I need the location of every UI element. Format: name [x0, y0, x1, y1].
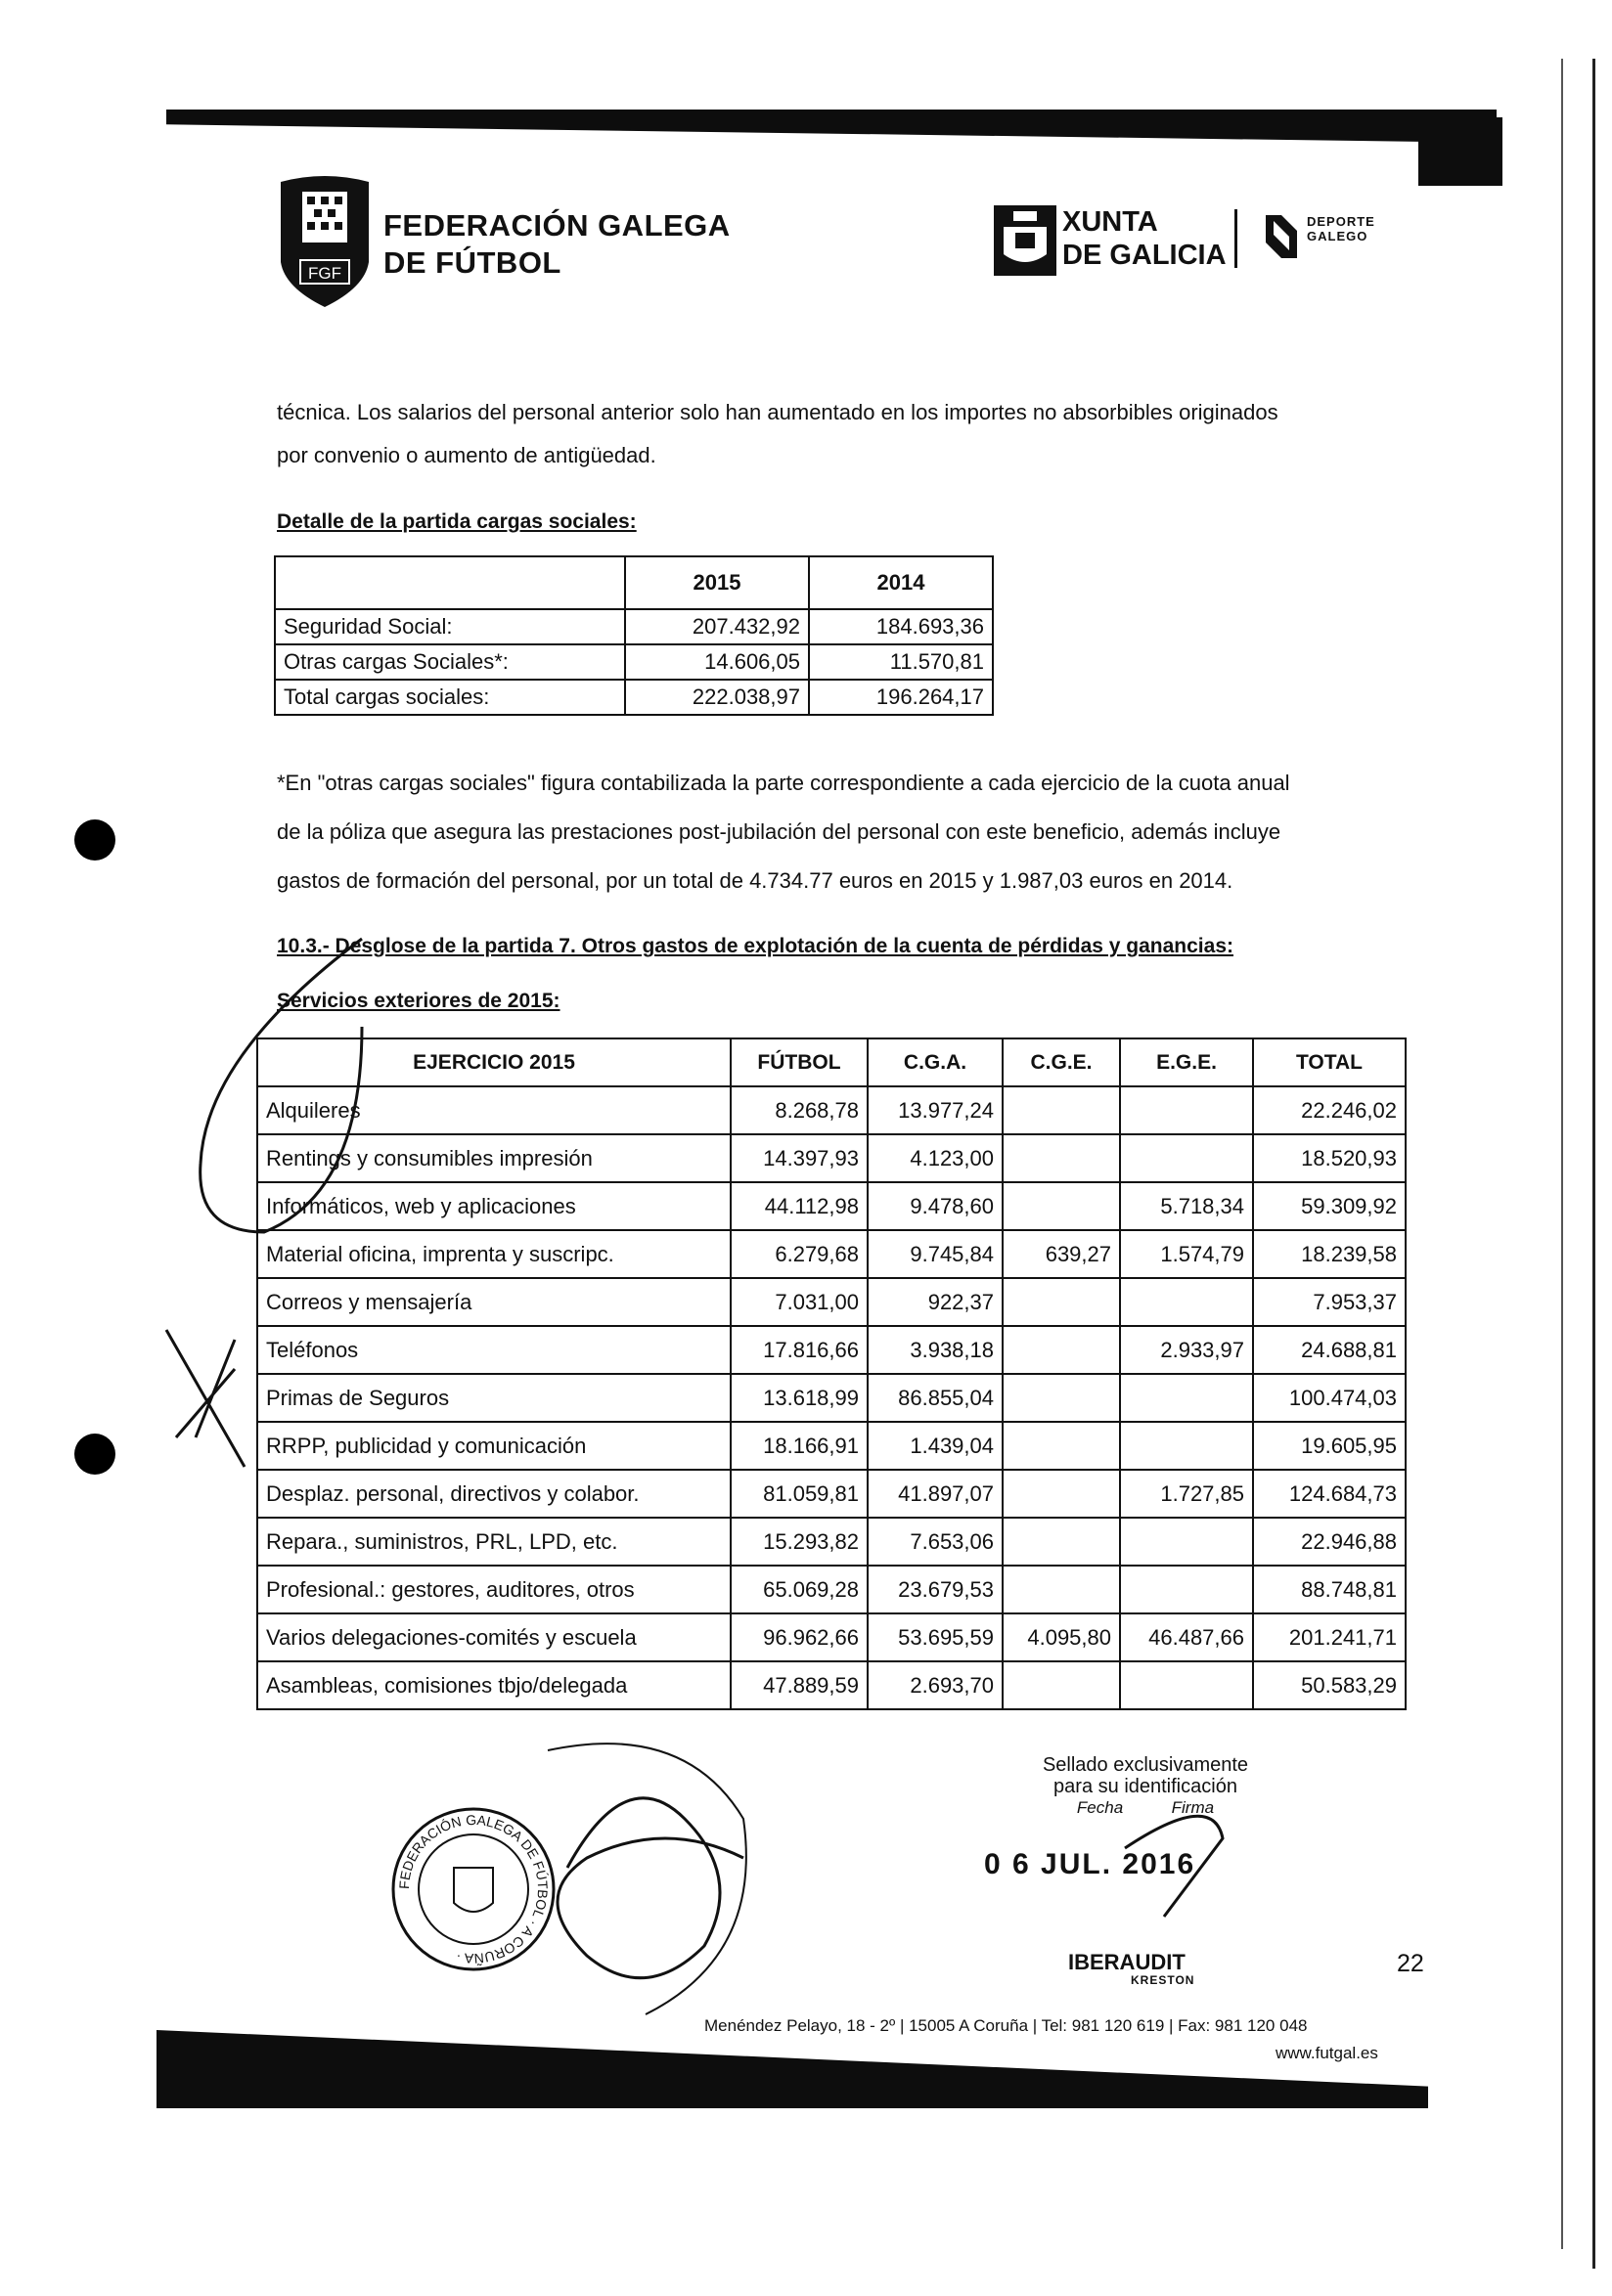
- row-label: Primas de Seguros: [257, 1374, 731, 1422]
- value-total: 18.239,58: [1253, 1230, 1406, 1278]
- header-cell: 2014: [809, 556, 993, 609]
- intro-line2: por convenio o aumento de antigüedad.: [277, 443, 656, 467]
- value-total: 24.688,81: [1253, 1326, 1406, 1374]
- page-number: 22: [1397, 1950, 1424, 1977]
- value-total: 201.241,71: [1253, 1613, 1406, 1661]
- value-cge: 639,27: [1003, 1230, 1120, 1278]
- stamp-fecha-label: Fecha: [1076, 1798, 1124, 1817]
- value-2015: 222.038,97: [625, 680, 809, 715]
- xunta-line1: XUNTA: [1062, 206, 1158, 238]
- value-cga: 4.123,00: [868, 1134, 1003, 1182]
- value-total: 19.605,95: [1253, 1422, 1406, 1470]
- auditor-name: IBERAUDIT: [1068, 1950, 1186, 1974]
- value-futbol: 17.816,66: [731, 1326, 868, 1374]
- value-futbol: 15.293,82: [731, 1518, 868, 1566]
- value-cga: 86.855,04: [868, 1374, 1003, 1422]
- value-total: 22.946,88: [1253, 1518, 1406, 1566]
- value-2014: 184.693,36: [809, 609, 993, 644]
- stamp-firma-label: Firma: [1171, 1798, 1215, 1817]
- header-cell: 2015: [625, 556, 809, 609]
- row-label: Teléfonos: [257, 1326, 731, 1374]
- value-cga: 1.439,04: [868, 1422, 1003, 1470]
- row-label: Total cargas sociales:: [275, 680, 625, 715]
- value-futbol: 96.962,66: [731, 1613, 868, 1661]
- value-cga: 53.695,59: [868, 1613, 1003, 1661]
- value-total: 50.583,29: [1253, 1661, 1406, 1709]
- value-total: 18.520,93: [1253, 1134, 1406, 1182]
- value-total: 59.309,92: [1253, 1182, 1406, 1230]
- header-cell: TOTAL: [1253, 1038, 1406, 1086]
- value-total: 124.684,73: [1253, 1470, 1406, 1518]
- row-label: Repara., suministros, PRL, LPD, etc.: [257, 1518, 731, 1566]
- row-label: Material oficina, imprenta y suscripc.: [257, 1230, 731, 1278]
- row-label: Alquileres: [257, 1086, 731, 1134]
- value-2015: 207.432,92: [625, 609, 809, 644]
- auditor-sub: KRESTON: [1131, 1973, 1195, 1987]
- row-label: Correos y mensajería: [257, 1278, 731, 1326]
- value-total: 100.474,03: [1253, 1374, 1406, 1422]
- federation-seal-icon: [389, 1805, 558, 1973]
- value-futbol: 18.166,91: [731, 1422, 868, 1470]
- value-ege: 2.933,97: [1120, 1326, 1253, 1374]
- note-line2: de la póliza que asegura las prestaciones post-jubilación del personal con este beneficio, además incluye: [277, 819, 1281, 844]
- cargas-heading: Detalle de la partida cargas sociales:: [277, 510, 637, 533]
- value-futbol: 7.031,00: [731, 1278, 868, 1326]
- value-futbol: 13.618,99: [731, 1374, 868, 1422]
- stamp-date: 0 6 JUL. 2016: [984, 1848, 1196, 1880]
- note-line1: *En "otras cargas sociales" figura contabilizada la parte correspondiente a cada ejercicio de la cuota anual: [277, 771, 1290, 795]
- section-subheading: Servicios exteriores de 2015:: [277, 990, 560, 1012]
- row-label: Informáticos, web y aplicaciones: [257, 1182, 731, 1230]
- row-label: Rentings y consumibles impresión: [257, 1134, 731, 1182]
- value-futbol: 8.268,78: [731, 1086, 868, 1134]
- value-cga: 3.938,18: [868, 1326, 1003, 1374]
- org-name-line1: FEDERACIÓN GALEGA: [383, 208, 731, 243]
- value-ege: 1.574,79: [1120, 1230, 1253, 1278]
- row-label: Asambleas, comisiones tbjo/delegada: [257, 1661, 731, 1709]
- value-futbol: 44.112,98: [731, 1182, 868, 1230]
- value-cga: 13.977,24: [868, 1086, 1003, 1134]
- value-futbol: 65.069,28: [731, 1566, 868, 1613]
- seal-text: FEDERACIÓN GALEGA DE FÚTBOL · A CORUÑA ·: [395, 1811, 552, 1967]
- value-cga: 2.693,70: [868, 1661, 1003, 1709]
- row-label: Profesional.: gestores, auditores, otros: [257, 1566, 731, 1613]
- row-label: Desplaz. personal, directivos y colabor.: [257, 1470, 731, 1518]
- value-cga: 9.478,60: [868, 1182, 1003, 1230]
- row-label: Seguridad Social:: [275, 609, 625, 644]
- stamp-line1: Sellado exclusivamente: [1042, 1754, 1249, 1776]
- intro-line1: técnica. Los salarios del personal anterior solo han aumentado en los importes no absorbibles originados: [277, 400, 1278, 424]
- value-futbol: 6.279,68: [731, 1230, 868, 1278]
- value-total: 22.246,02: [1253, 1086, 1406, 1134]
- value-2015: 14.606,05: [625, 644, 809, 680]
- section-heading: 10.3.- Desglose de la partida 7. Otros gastos de explotación de la cuenta de pérdidas y ganancias:: [277, 935, 1233, 957]
- value-cga: 7.653,06: [868, 1518, 1003, 1566]
- value-total: 7.953,37: [1253, 1278, 1406, 1326]
- value-ege: 5.718,34: [1120, 1182, 1253, 1230]
- header-cell: EJERCICIO 2015: [257, 1038, 731, 1086]
- header-cell: E.G.E.: [1120, 1038, 1253, 1086]
- footer-address: Menéndez Pelayo, 18 - 2º | 15005 A Coruña | Tel: 981 120 619 | Fax: 981 120 048: [704, 2016, 1308, 2035]
- deporte-line2: GALEGO: [1307, 229, 1368, 243]
- value-futbol: 14.397,93: [731, 1134, 868, 1182]
- value-cga: 41.897,07: [868, 1470, 1003, 1518]
- xunta-line2: DE GALICIA: [1062, 240, 1227, 271]
- value-2014: 11.570,81: [809, 644, 993, 680]
- audit-stamp: [1023, 1754, 1268, 1819]
- value-ege: 46.487,66: [1120, 1613, 1253, 1661]
- value-ege: 1.727,85: [1120, 1470, 1253, 1518]
- deporte-line1: DEPORTE: [1307, 214, 1375, 229]
- value-cga: 23.679,53: [868, 1566, 1003, 1613]
- value-2014: 196.264,17: [809, 680, 993, 715]
- logo-badge-text: FGF: [308, 264, 341, 283]
- header-cell: FÚTBOL: [731, 1038, 868, 1086]
- header-cell: C.G.A.: [868, 1038, 1003, 1086]
- row-label: Otras cargas Sociales*:: [275, 644, 625, 680]
- row-label: Varios delegaciones-comités y escuela: [257, 1613, 731, 1661]
- header-cell: C.G.E.: [1003, 1038, 1120, 1086]
- note-line3: gastos de formación del personal, por un total de 4.734.77 euros en 2015 y 1.987,03 euros en 2014.: [277, 868, 1233, 893]
- value-total: 88.748,81: [1253, 1566, 1406, 1613]
- org-name-line2: DE FÚTBOL: [383, 245, 561, 280]
- value-cge: 4.095,80: [1003, 1613, 1120, 1661]
- value-futbol: 47.889,59: [731, 1661, 868, 1709]
- value-cga: 922,37: [868, 1278, 1003, 1326]
- value-futbol: 81.059,81: [731, 1470, 868, 1518]
- footer-website: www.futgal.es: [1276, 2044, 1378, 2062]
- stamp-line2: para su identificación: [1053, 1776, 1237, 1797]
- row-label: RRPP, publicidad y comunicación: [257, 1422, 731, 1470]
- value-cga: 9.745,84: [868, 1230, 1003, 1278]
